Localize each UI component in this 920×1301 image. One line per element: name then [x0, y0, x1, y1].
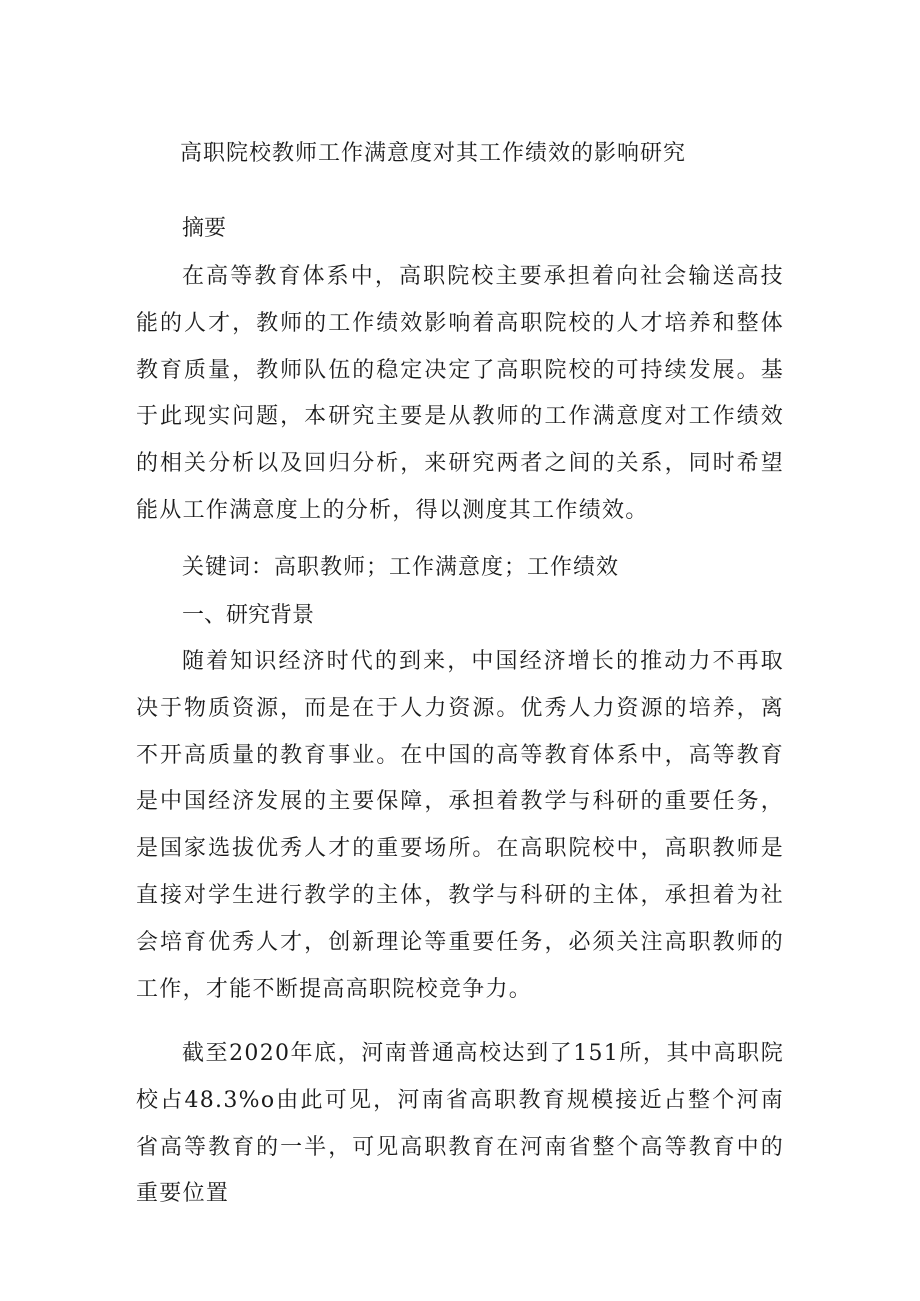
abstract-heading: 摘要: [182, 216, 227, 241]
abstract-paragraph: 在高等教育体系中，高职院校主要承担着向社会输送高技能的人才，教师的工作绩效影响着高职院校的人才培养和整体教育质量，教师队伍的稳定决定了高职院校的可持续发展。基于此现实问题，本研究主要是从教师的工作满意度对工作绩效的相关分析以及回归分析，来研究两者之间的关系，同时希望能从工作满意度上的分析，得以测度其工作绩效。: [136, 264, 784, 523]
background-paragraph-2: 截至2020年底，河南普通高校达到了151所，其中高职院校占48.3%o由此可见，河南省高职教育规模接近占整个河南省高等教育的一半，可见高职教育在河南省整个高等教育中的重要位置: [136, 1041, 784, 1207]
keywords-line: 关键词：高职教师；工作满意度；工作绩效: [182, 555, 620, 580]
document-title: 高职院校教师工作满意度对其工作绩效的影响研究: [180, 141, 687, 166]
section-heading-background: 一、研究背景: [182, 603, 315, 628]
background-paragraph-1: 随着知识经济时代的到来，中国经济增长的推动力不再取决于物质资源，而是在于人力资源。优秀人力资源的培养，离不开高质量的教育事业。在中国的高等教育体系中，高等教育是中国经济发展的主要保障，承担着教学与科研的重要任务，是国家选拔优秀人才的重要场所。在高职院校中，高职教师是直接对学生进行教学的主体，教学与科研的主体，承担着为社会培育优秀人才，创新理论等重要任务，必须关注高职教师的工作，才能不断提高高职院校竞争力。: [136, 649, 784, 1002]
